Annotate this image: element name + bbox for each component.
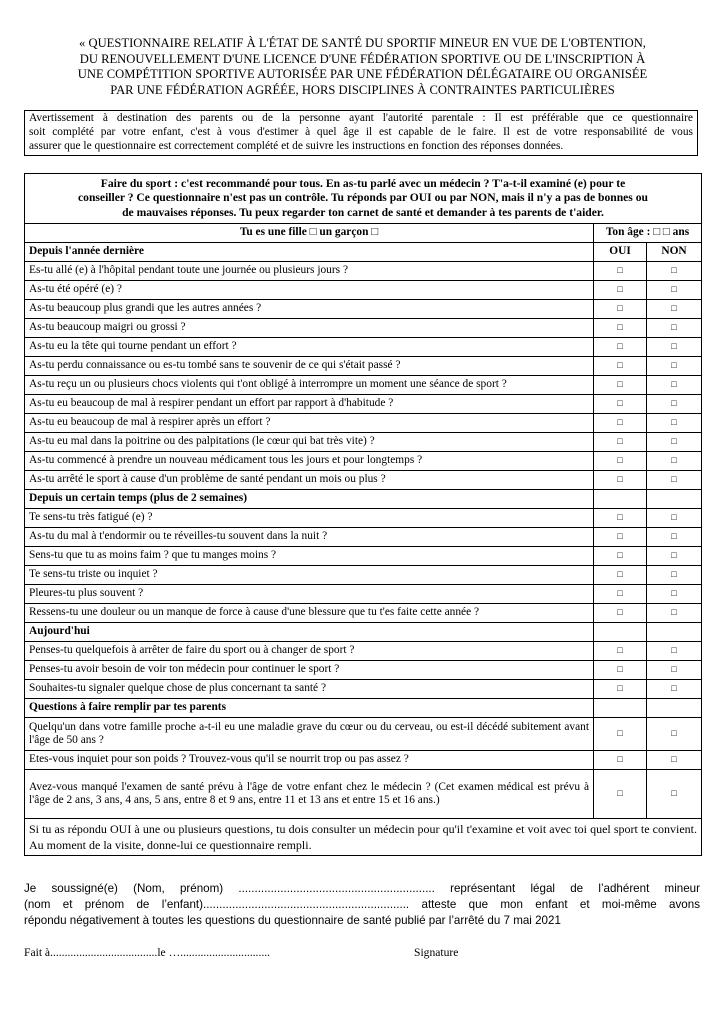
non-checkbox[interactable]: □: [647, 413, 702, 432]
parental-notice: [24, 110, 698, 156]
non-checkbox[interactable]: □: [647, 356, 702, 375]
question-row: [25, 679, 702, 698]
notice-line: Avertissement à destination des parents ou de la personne ayant l'autorité parentale : Il est préférable que ce questionnaire: [29, 112, 693, 124]
non-checkbox[interactable]: □: [647, 337, 702, 356]
question-text: As-tu eu la tête qui tourne pendant un effort ?: [25, 337, 594, 356]
attestation-line[interactable]: Je soussigné(e) (Nom, prénom) ............................................................. représentant légal de l’adhérent mineur: [24, 882, 700, 895]
oui-checkbox[interactable]: □: [594, 413, 647, 432]
col-oui-header: OUI: [594, 242, 647, 261]
question-row: [25, 565, 702, 584]
section-header-row: [25, 242, 702, 261]
question-row: [25, 546, 702, 565]
title-line: « QUESTIONNAIRE RELATIF À L'ÉTAT DE SANTÉ DU SPORTIF MINEUR EN VUE DE L'OBTENTION,: [79, 36, 646, 50]
section-title: Aujourd'hui: [25, 622, 594, 641]
oui-checkbox[interactable]: □: [594, 679, 647, 698]
title-line: PAR UNE FÉDÉRATION AGRÉÉE, HORS DISCIPLINES À CONTRAINTES PARTICULIÈRES: [110, 82, 615, 97]
oui-checkbox[interactable]: □: [594, 565, 647, 584]
non-checkbox[interactable]: □: [647, 318, 702, 337]
oui-checkbox[interactable]: □: [594, 584, 647, 603]
consult-doctor-note: Si tu as répondu OUI à une ou plusieurs questions, tu dois consulter un médecin pour qu'il t'examine et voit avec toi quel sport te convient. Au moment de la visite, donne-lui ce questionnaire rempli.: [25, 818, 702, 855]
oui-checkbox[interactable]: □: [594, 750, 647, 769]
question-text: Sens-tu que tu as moins faim ? que tu manges moins ?: [25, 546, 594, 565]
non-checkbox[interactable]: □: [647, 565, 702, 584]
question-text: As-tu beaucoup maigri ou grossi ?: [25, 318, 594, 337]
question-text: Pleures-tu plus souvent ?: [25, 584, 594, 603]
question-text: As-tu reçu un ou plusieurs chocs violents qui t'ont obligé à interrompre un moment une séance de sport ?: [25, 375, 594, 394]
oui-checkbox[interactable]: □: [594, 660, 647, 679]
attestation-line: répondu négativement à toutes les questions du questionnaire de santé publié par l’arrêté du 7 mai 2021: [24, 914, 561, 927]
question-row: [25, 375, 702, 394]
question-text: Es-tu allé (e) à l'hôpital pendant toute une journée ou plusieurs jours ?: [25, 261, 594, 280]
non-checkbox[interactable]: □: [647, 470, 702, 489]
question-text: As-tu eu beaucoup de mal à respirer après un effort ?: [25, 413, 594, 432]
oui-checkbox[interactable]: □: [594, 603, 647, 622]
question-row: [25, 318, 702, 337]
oui-checkbox[interactable]: □: [594, 769, 647, 818]
attestation: [24, 881, 700, 929]
non-checkbox[interactable]: □: [647, 641, 702, 660]
non-checkbox[interactable]: □: [647, 750, 702, 769]
age-field[interactable]: Ton âge : □ □ ans: [594, 223, 702, 242]
non-checkbox[interactable]: □: [647, 394, 702, 413]
notice-line: soit complété par votre enfant, c'est à vous d'estimer à quel âge il est capable de le faire. Il est de votre responsabilité de vous: [29, 125, 693, 138]
oui-checkbox[interactable]: □: [594, 261, 647, 280]
question-row: [25, 470, 702, 489]
non-checkbox[interactable]: □: [647, 717, 702, 750]
col-non-header: NON: [647, 242, 702, 261]
non-checkbox[interactable]: □: [647, 261, 702, 280]
oui-checkbox[interactable]: □: [594, 470, 647, 489]
identity-row: [25, 223, 702, 242]
footer-row: [25, 818, 702, 855]
question-text: Etes-vous inquiet pour son poids ? Trouvez-vous qu'il se nourrit trop ou pas assez ?: [25, 750, 594, 769]
question-text: Penses-tu avoir besoin de voir ton médecin pour continuer le sport ?: [25, 660, 594, 679]
oui-checkbox[interactable]: □: [594, 508, 647, 527]
section-title: Depuis un certain temps (plus de 2 semaines): [25, 489, 594, 508]
question-row: [25, 769, 702, 818]
question-text: As-tu été opéré (e) ?: [25, 280, 594, 299]
question-text: As-tu eu beaucoup de mal à respirer pendant un effort par rapport à d'habitude ?: [25, 394, 594, 413]
non-checkbox[interactable]: □: [647, 679, 702, 698]
notice-line: assurer que le questionnaire est correctement complété et de suivre les instructions en fonction des réponses données.: [29, 139, 564, 152]
question-row: [25, 527, 702, 546]
oui-checkbox[interactable]: □: [594, 375, 647, 394]
oui-checkbox[interactable]: □: [594, 641, 647, 660]
question-row: [25, 584, 702, 603]
oui-checkbox[interactable]: □: [594, 717, 647, 750]
non-checkbox[interactable]: □: [647, 660, 702, 679]
non-checkbox[interactable]: □: [647, 280, 702, 299]
oui-checkbox[interactable]: □: [594, 280, 647, 299]
oui-checkbox[interactable]: □: [594, 394, 647, 413]
question-row: [25, 641, 702, 660]
place-date-field[interactable]: Fait à.....................................le …...............................: [24, 946, 271, 959]
document-title: [20, 36, 705, 98]
non-checkbox[interactable]: □: [647, 769, 702, 818]
question-row: [25, 603, 702, 622]
non-checkbox[interactable]: □: [647, 299, 702, 318]
question-text: Quelqu'un dans votre famille proche a-t-il eu une maladie grave du cœur ou du cerveau, ou est-il décédé subitement avant l'âge de 50 ans ?: [25, 717, 594, 750]
title-line: DU RENOUVELLEMENT D'UNE LICENCE D'UNE FÉDÉRATION SPORTIVE OU DE L'INSCRIPTION À: [79, 51, 646, 66]
question-row: [25, 451, 702, 470]
question-row: [25, 660, 702, 679]
non-checkbox[interactable]: □: [647, 527, 702, 546]
oui-checkbox[interactable]: □: [594, 337, 647, 356]
question-text: As-tu beaucoup plus grandi que les autres années ?: [25, 299, 594, 318]
question-text: Te sens-tu triste ou inquiet ?: [25, 565, 594, 584]
non-checkbox[interactable]: □: [647, 432, 702, 451]
non-checkbox[interactable]: □: [647, 546, 702, 565]
signature-label: Signature: [414, 946, 459, 959]
question-row: [25, 280, 702, 299]
title-line: UNE COMPÉTITION SPORTIVE AUTORISÉE PAR UNE FÉDÉRATION DÉLÉGATAIRE OU ORGANISÉE: [77, 67, 648, 82]
non-checkbox[interactable]: □: [647, 584, 702, 603]
question-text: Ressens-tu une douleur ou un manque de force à cause d'une blessure que tu t'es faite cette année ?: [25, 603, 594, 622]
question-row: [25, 413, 702, 432]
question-row: [25, 750, 702, 769]
question-text: Te sens-tu très fatigué (e) ?: [25, 508, 594, 527]
oui-checkbox[interactable]: □: [594, 527, 647, 546]
question-text: As-tu commencé à prendre un nouveau médicament tous les jours et pour longtemps ?: [25, 451, 594, 470]
questionnaire-table: [24, 173, 702, 856]
section-title: Questions à faire remplir par tes parents: [25, 698, 594, 717]
question-row: [25, 717, 702, 750]
intro-text: Faire du sport : c'est recommandé pour tous. En as-tu parlé avec un médecin ? T'a-t-il examiné (e) pour te conseiller ? Ce questionnaire n'est pas un contrôle. Tu réponds par OUI ou par NON, mais il n'y a pas de bonnes ou de mauvaises réponses. Tu peux regarder ton carnet de santé et demander à tes parents de t'aider.: [25, 174, 702, 224]
section-header-row: [25, 622, 702, 641]
non-checkbox[interactable]: □: [647, 508, 702, 527]
intro-row: [25, 174, 702, 224]
question-row: [25, 337, 702, 356]
question-text: As-tu perdu connaissance ou es-tu tombé sans te souvenir de ce qui s'était passé ?: [25, 356, 594, 375]
question-text: As-tu eu mal dans la poitrine ou des palpitations (le cœur qui bat très vite) ?: [25, 432, 594, 451]
question-text: Penses-tu quelquefois à arrêter de faire du sport ou à changer de sport ?: [25, 641, 594, 660]
question-text: Souhaites-tu signaler quelque chose de plus concernant ta santé ?: [25, 679, 594, 698]
oui-checkbox[interactable]: □: [594, 299, 647, 318]
oui-checkbox[interactable]: □: [594, 432, 647, 451]
question-row: [25, 356, 702, 375]
oui-checkbox[interactable]: □: [594, 356, 647, 375]
non-checkbox[interactable]: □: [647, 603, 702, 622]
non-checkbox[interactable]: □: [647, 375, 702, 394]
question-row: [25, 261, 702, 280]
question-row: [25, 394, 702, 413]
question-row: [25, 299, 702, 318]
question-row: [25, 508, 702, 527]
question-row: [25, 432, 702, 451]
oui-checkbox[interactable]: □: [594, 546, 647, 565]
question-text: As-tu arrêté le sport à cause d'un problème de santé pendant un mois ou plus ?: [25, 470, 594, 489]
question-text: Avez-vous manqué l'examen de santé prévu à l'âge de votre enfant chez le médecin ? (Cet examen médical est prévu à l'âge de 2 ans, 3 ans, 4 ans, 5 ans, entre 8 et 9 ans, entre 11 et 13 ans et entre 15 et 16 ans.): [25, 769, 594, 818]
non-checkbox[interactable]: □: [647, 451, 702, 470]
section-title: Depuis l'année dernière: [25, 242, 594, 261]
oui-checkbox[interactable]: □: [594, 451, 647, 470]
attestation-line[interactable]: (nom et prénom de l’enfant)................................................................ atteste que mon enfant et moi-même avons: [24, 898, 700, 911]
section-header-row: [25, 698, 702, 717]
question-text: As-tu du mal à t'endormir ou te réveilles-tu souvent dans la nuit ?: [25, 527, 594, 546]
gender-choice[interactable]: Tu es une fille □ un garçon □: [25, 223, 594, 242]
section-header-row: [25, 489, 702, 508]
oui-checkbox[interactable]: □: [594, 318, 647, 337]
